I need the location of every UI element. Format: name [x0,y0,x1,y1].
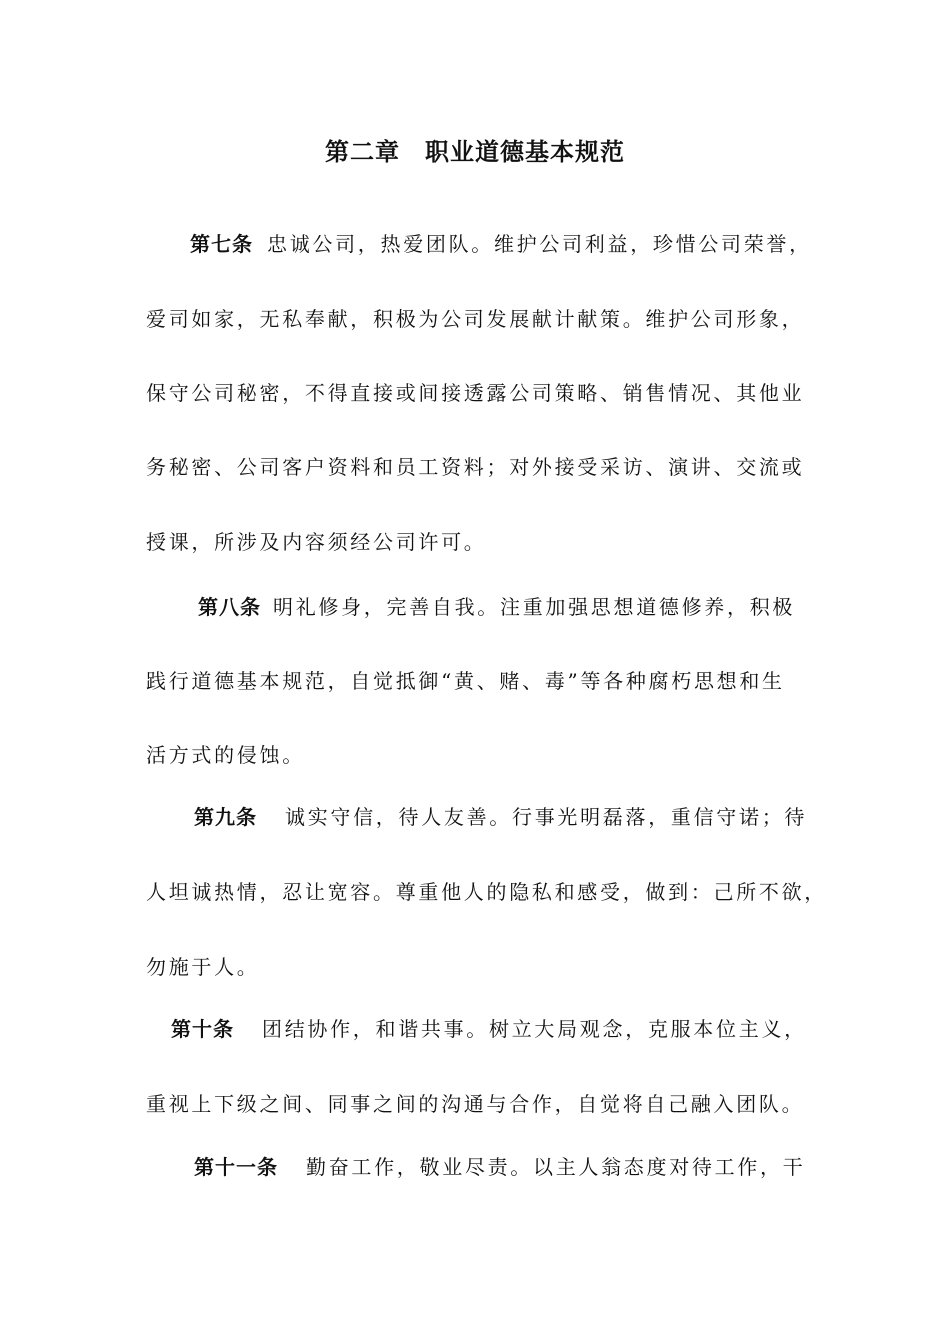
article-11-text-1: 勤奋工作，敬业尽责。以主人翁态度对待工作，干 [306,1155,806,1179]
article-7-line-1 [190,226,850,262]
article-9-text-1: 诚实守信，待人友善。行事光明磊落，重信守诺；待 [285,805,808,829]
article-10-text-1: 团结协作，和谐共事。树立大局观念，克服本位主义， [262,1017,807,1041]
article-9-line-3: 勿施于人。 [146,955,260,979]
article-10-line-2: 重视上下级之间、同事之间的沟通与合作，自觉将自己融入团队。 [146,1092,805,1116]
article-7-line-4: 务秘密、公司客户资料和员工资料；对外接受采访、演讲、交流或 [146,455,805,479]
article-8-line-2: 践行道德基本规范，自觉抵御“黄、赌、毒”等各种腐朽思想和生 [146,669,785,693]
article-8-line-1 [198,589,858,625]
article-9-label: 第九条 [194,805,257,829]
article-7-label: 第七条 [190,232,253,256]
article-11-label: 第十一条 [194,1155,278,1179]
article-10-label: 第十条 [171,1017,234,1041]
article-7-line-3: 保守公司秘密，不得直接或间接透露公司策略、销售情况、其他业 [146,381,805,405]
article-9-line-2: 人坦诚热情，忍让宽容。尊重他人的隐私和感受，做到：己所不欲， [146,880,827,904]
chapter-title: 第二章 职业道德基本规范 [325,138,625,166]
article-8-text-1: 明礼修身，完善自我。注重加强思想道德修养，积极 [273,595,796,619]
article-8-label: 第八条 [198,595,261,619]
article-7-line-5: 授课，所涉及内容须经公司许可。 [146,530,487,554]
article-7-text-1: 忠诚公司，热爱团队。维护公司利益，珍惜公司荣誉， [267,232,812,256]
article-8-line-3: 活方式的侵蚀。 [146,743,305,767]
article-7-line-2: 爱司如家，无私奉献，积极为公司发展献计献策。维护公司形象， [146,307,805,331]
article-11-line-1 [194,1149,854,1185]
article-9-line-1 [194,799,854,835]
article-10-line-1 [171,1011,831,1047]
